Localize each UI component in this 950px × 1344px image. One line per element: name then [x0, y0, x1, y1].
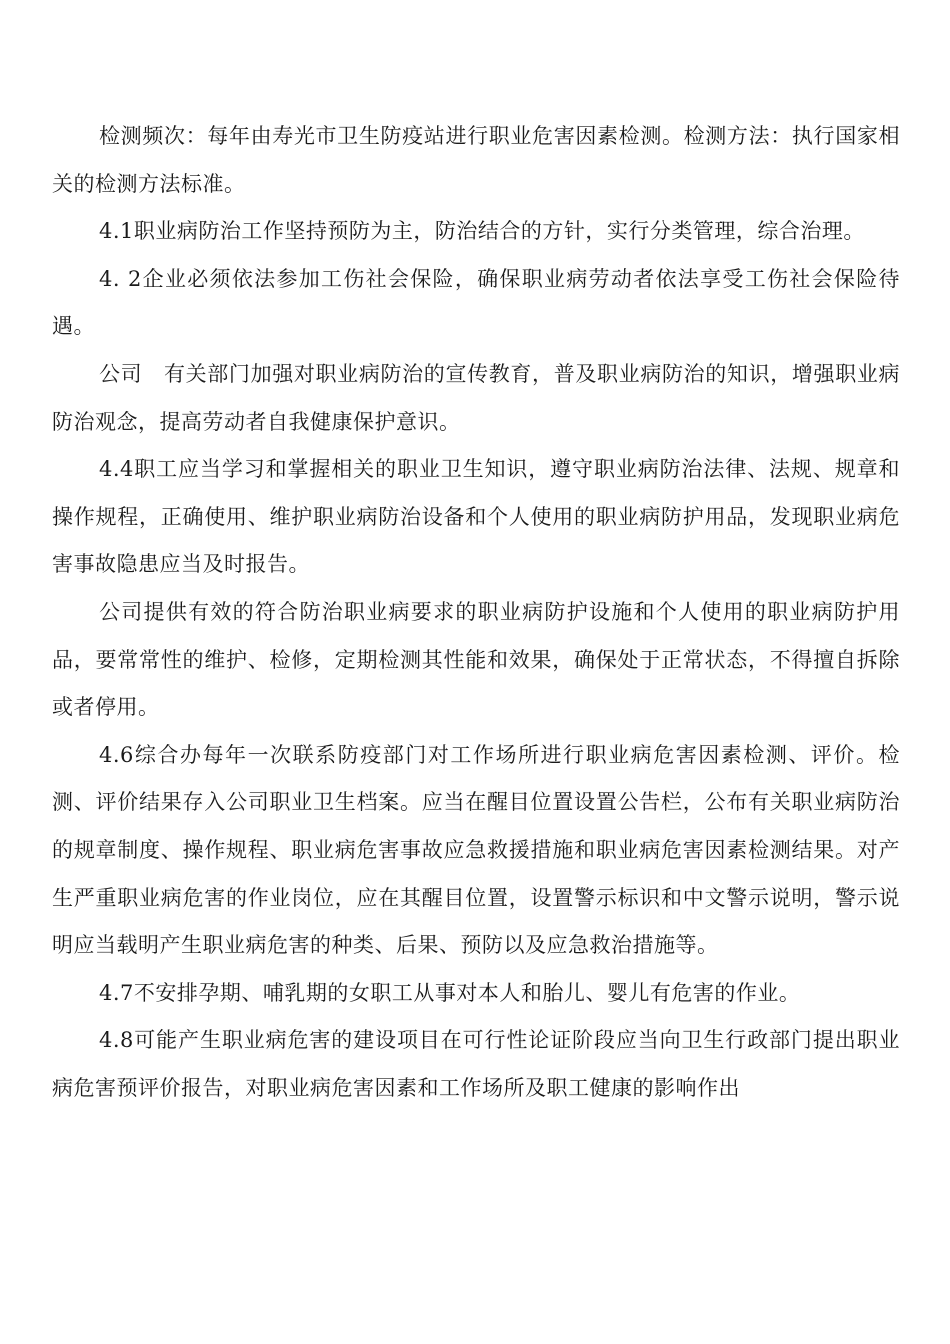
paragraph-4-6: 4.6综合办每年一次联系防疫部门对工作场所进行职业病危害因素检测、评价。检测、评价结果存入公司职业卫生档案。应当在醒目位置设置公告栏，公布有关职业病防治的规章制度、操作规程、职业病危害事故应急救援措施和职业病危害因素检测结果。对产生严重职业病危害的作业岗位，应在其醒目位置，设置警示标识和中文警示说明，警示说明应当载明产生职业病危害的种类、后果、预防以及应急救治措施等。 — [52, 742, 900, 958]
paragraph-4-2: 4. 2企业必须依法参加工伤社会保险，确保职业病劳动者依法享受工伤社会保险待遇。 — [52, 266, 900, 339]
paragraph-publicity-education: 公司 有关部门加强对职业病防治的宣传教育，普及职业病防治的知识，增强职业病防治观念，提高劳动者自我健康保护意识。 — [52, 361, 900, 434]
paragraph-4-7: 4.7不安排孕期、哺乳期的女职工从事对本人和胎儿、婴儿有危害的作业。 — [99, 980, 801, 1005]
paragraph-4-8: 4.8可能产生职业病危害的建设项目在可行性论证阶段应当向卫生行政部门提出职业病危害预评价报告，对职业病危害因素和工作场所及职工健康的影响作出 — [52, 1028, 900, 1100]
paragraph-4-1: 4.1职业病防治工作坚持预防为主，防治结合的方针，实行分类管理，综合治理。 — [99, 219, 865, 244]
paragraph-detection-frequency: 检测频次：每年由寿光市卫生防疫站进行职业危害因素检测。检测方法：执行国家相关的检测方法标准。 — [52, 124, 900, 196]
paragraph-protective-equipment: 公司提供有效的符合防治职业病要求的职业病防护设施和个人使用的职业病防护用品，要常常性的维护、检修，定期检测其性能和效果，确保处于正常状态，不得擅自拆除或者停用。 — [52, 599, 900, 720]
paragraph-4-4: 4.4职工应当学习和掌握相关的职业卫生知识，遵守职业病防治法律、法规、规章和操作规程，正确使用、维护职业病防治设备和个人使用的职业病防护用品，发现职业病危害事故隐患应当及时报告。 — [52, 457, 900, 577]
document-body — [52, 113, 900, 1112]
